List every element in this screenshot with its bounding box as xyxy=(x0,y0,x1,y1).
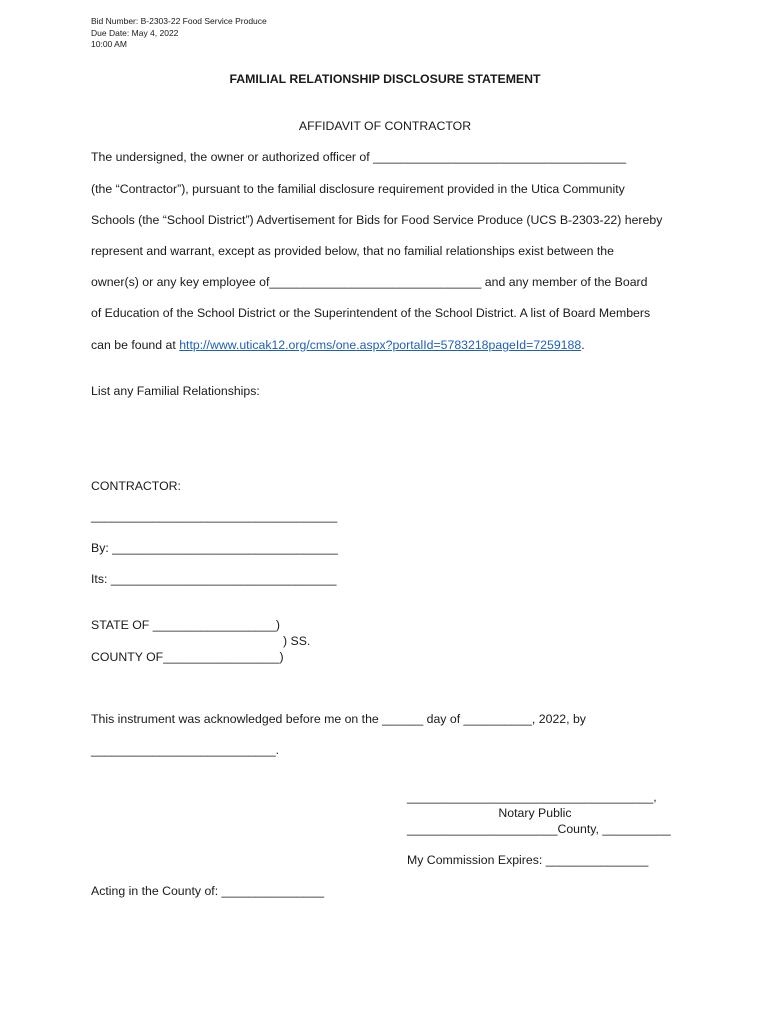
commission-expires-line: My Commission Expires: _______________ xyxy=(407,853,649,867)
acknowledgment-line-2: ___________________________. xyxy=(91,743,280,757)
by-line: By: _________________________________ xyxy=(91,541,338,555)
paragraph-line-7 xyxy=(91,338,585,352)
board-members-link[interactable]: http://www.uticak12.org/cms/one.aspx?portalId=5783218pageId=7259188 xyxy=(179,338,582,352)
paragraph-line-6: of Education of the School District or the Superintendent of the School District. A list of Board Members xyxy=(91,306,651,320)
state-of-line: STATE OF __________________) xyxy=(91,618,280,632)
its-line: Its: _________________________________ xyxy=(91,572,337,586)
paragraph-line-3: Schools (the “School District”) Advertisement for Bids for Food Service Produce (UCS B-2303-22) hereby xyxy=(91,213,663,227)
paragraph-line-5: owner(s) or any key employee of_______________________________ and any member of the Board xyxy=(91,275,648,289)
document-title: FAMILIAL RELATIONSHIP DISCLOSURE STATEMENT xyxy=(229,72,541,86)
due-date: Due Date: May 4, 2022 xyxy=(91,28,179,38)
paragraph-line-2: (the “Contractor”), pursuant to the familial disclosure requirement provided in the Utica Community xyxy=(91,182,625,196)
list-label: List any Familial Relationships: xyxy=(91,384,260,398)
acknowledgment-line-1: This instrument was acknowledged before me on the ______ day of __________, 2022, by xyxy=(91,712,586,726)
link-suffix: . xyxy=(581,338,585,352)
paragraph-line-1: The undersigned, the owner or authorized officer of _____________________________________ xyxy=(91,150,627,164)
acting-county-line: Acting in the County of: _______________ xyxy=(91,884,325,898)
notary-signature-line: ____________________________________, xyxy=(407,790,657,804)
county-of-line: COUNTY OF_________________) xyxy=(91,650,284,664)
bid-number: Bid Number: B-2303-22 Food Service Produce xyxy=(91,16,267,26)
notary-county-line: ______________________County, __________ xyxy=(407,822,671,836)
notary-public-label: Notary Public xyxy=(498,806,572,820)
due-time: 10:00 AM xyxy=(91,39,127,49)
paragraph-line-4: represent and warrant, except as provided below, that no familial relationships exist between the xyxy=(91,244,614,258)
ss-label: ) SS. xyxy=(283,634,311,648)
contractor-signature-line: ____________________________________ xyxy=(91,509,338,523)
document-subtitle: AFFIDAVIT OF CONTRACTOR xyxy=(298,119,472,133)
contractor-label: CONTRACTOR: xyxy=(91,479,181,493)
link-prefix: can be found at xyxy=(91,338,180,352)
